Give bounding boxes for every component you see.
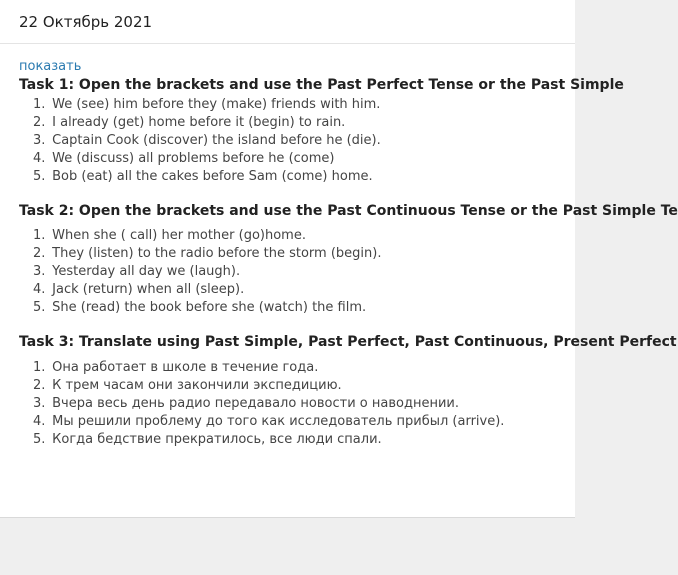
task-2-title: Task 2: Open the brackets and use the Past Continuous Tense or the Past Simple Te — [19, 203, 678, 219]
task-2-list — [19, 227, 575, 317]
task-1-title: Task 1: Open the brackets and use the Past Perfect Tense or the Past Simple — [19, 77, 624, 93]
task-3-item-3: 3. Вчера весь день радио передавало новости о наводнении. — [33, 396, 459, 411]
task-3-item-1: 1. Она работает в школе в течение года. — [33, 360, 319, 375]
task-3-list — [19, 359, 575, 449]
post-date: 22 Октябрь 2021 — [19, 13, 153, 31]
task-1-item-3: 3. Captain Cook (discover) the island before he (die). — [33, 133, 381, 148]
task-2-item-3: 3. Yesterday all day we (laugh). — [33, 264, 241, 279]
task-2-item-5: 5. She (read) the book before she (watch) the film. — [33, 300, 367, 315]
task-1-item-5: 5. Bob (eat) all the cakes before Sam (come) home. — [33, 169, 373, 184]
task-content — [0, 44, 678, 449]
task-1-item-4: 4. We (discuss) all problems before he (come) — [33, 151, 335, 166]
task-1-item-2: 2. I already (get) home before it (begin) to rain. — [33, 115, 346, 130]
show-link[interactable]: показать — [19, 59, 82, 74]
task-2-item-4: 4. Jack (return) when all (sleep). — [33, 282, 245, 297]
task-3-title: Task 3: Translate using Past Simple, Past Perfect, Past Continuous, Present Perfect — [19, 334, 677, 350]
card-header — [0, 0, 575, 44]
task-1-list — [19, 96, 575, 186]
task-2-item-1: 1. When she ( call) her mother (go)home. — [33, 228, 306, 243]
task-2-item-2: 2. They (listen) to the radio before the storm (begin). — [33, 246, 382, 261]
task-3-item-2: 2. К трем часам они закончили экспедицию. — [33, 378, 342, 393]
task-1-item-1: 1. We (see) him before they (make) friends with him. — [33, 97, 381, 112]
task-3-item-4: 4. Мы решили проблему до того как исследователь прибыл (arrive). — [33, 414, 505, 429]
task-3-item-5: 5. Когда бедствие прекратилось, все люди спали. — [33, 432, 382, 447]
